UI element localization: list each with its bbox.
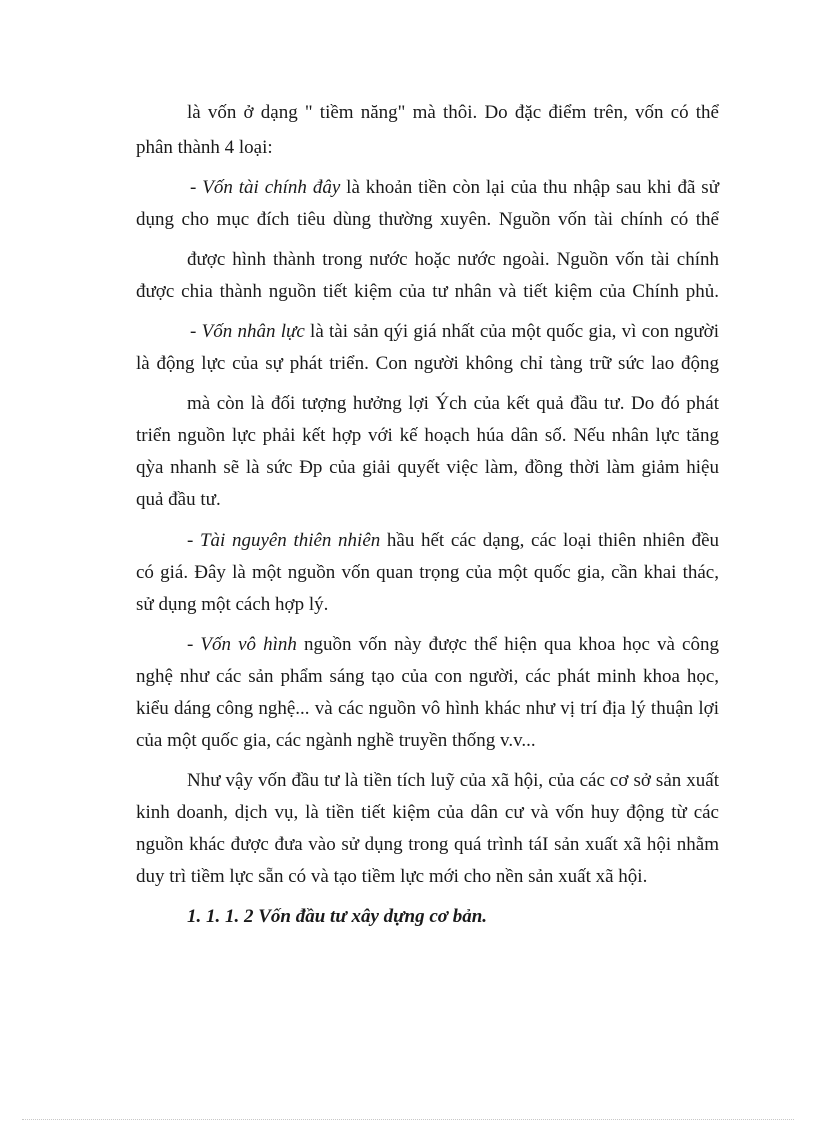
p4-dash: - bbox=[187, 530, 200, 551]
p2-dash: - bbox=[190, 177, 203, 198]
p2-line-1 bbox=[190, 177, 719, 199]
p5-line-1 bbox=[187, 634, 719, 656]
p2-term: Vốn tài chính đây bbox=[202, 177, 341, 198]
p3-dash: - bbox=[190, 321, 202, 342]
p6-line-4: duy trì tiềm lực sẵn có và tạo tiềm lực mới cho nền sản xuất xã hội. bbox=[136, 866, 648, 887]
p2-line-3: được hình thành trong nước hoặc nước ngoài. Nguồn vốn tài chính bbox=[187, 249, 719, 270]
p6-line-1: Như vậy vốn đầu tư là tiền tích luỹ của xã hội, của các cơ sở sản xuất bbox=[187, 770, 719, 791]
section-heading: 1. 1. 1. 2 Vốn đầu tư xây dựng cơ bản. bbox=[187, 906, 488, 927]
p6-line-2: kinh doanh, dịch vụ, là tiền tiết kiệm của dân cư và vốn huy động từ các bbox=[136, 802, 719, 823]
p1-line-1: là vốn ở dạng " tiềm năng" mà thôi. Do đặc điểm trên, vốn có thể bbox=[187, 102, 719, 123]
p3-term: Vốn nhân lực bbox=[201, 321, 305, 342]
p2-line-1-rest: là khoản tiền còn lại của thu nhập sau khi đã sử bbox=[340, 177, 719, 198]
p4-line-1-rest: hầu hết các dạng, các loại thiên nhiên đều bbox=[380, 530, 720, 551]
p4-term: Tài nguyên thiên nhiên bbox=[199, 530, 381, 551]
p3-line-1 bbox=[190, 321, 719, 343]
p3-line-2: là động lực của sự phát triển. Con người không chỉ tàng trữ sức lao động bbox=[136, 353, 719, 374]
p5-line-3: kiểu dáng công nghệ... và các nguồn vô hình khác như vị trí địa lý thuận lợi bbox=[136, 698, 719, 719]
p1-line-2: phân thành 4 loại: bbox=[136, 137, 273, 158]
p4-line-1 bbox=[187, 530, 719, 552]
p4-line-2: có giá. Ðây là một nguồn vốn quan trọng của một quốc gia, cần khai thác, bbox=[136, 562, 719, 583]
page-bottom-rule bbox=[22, 1119, 794, 1120]
p5-line-4: của một quốc gia, các ngành nghề truyền thống v.v... bbox=[136, 730, 536, 751]
p5-line-2: nghệ như các sản phẩm sáng tạo của con người, các phát minh khoa học, bbox=[136, 666, 719, 687]
p3-line-5: qỳa nhanh sẽ là sức Ðp của giải quyết việc làm, đồng thời làm giảm hiệu bbox=[136, 457, 719, 478]
p3-line-4: triển nguồn lực phải kết hợp với kế hoạch húa dân số. Nếu nhân lực tăng bbox=[136, 425, 719, 446]
p2-line-2: dụng cho mục đích tiêu dùng thường xuyên. Nguồn vốn tài chính có thể bbox=[136, 209, 719, 230]
p4-line-3: sử dụng một cách hợp lý. bbox=[136, 594, 329, 615]
p3-line-6: quả đầu tư. bbox=[136, 489, 221, 510]
p3-line-1-rest: là tài sản qýi giá nhất của một quốc gia, vì con người bbox=[304, 321, 720, 342]
p5-term: Vốn vô hình bbox=[200, 634, 297, 655]
p5-line-1-rest: nguồn vốn này được thể hiện qua khoa học và công bbox=[296, 634, 719, 655]
p5-dash: - bbox=[187, 634, 201, 655]
p2-line-4: được chia thành nguồn tiết kiệm của tư nhân và tiết kiệm của Chính phủ. bbox=[136, 281, 719, 302]
p6-line-3: nguồn khác được đưa vào sử dụng trong quá trình táI sản xuất xã hội nhằm bbox=[136, 834, 719, 855]
p3-line-3: mà còn là đối tượng hưởng lợi Ých của kết quả đầu tư. Do đó phát bbox=[187, 393, 719, 414]
